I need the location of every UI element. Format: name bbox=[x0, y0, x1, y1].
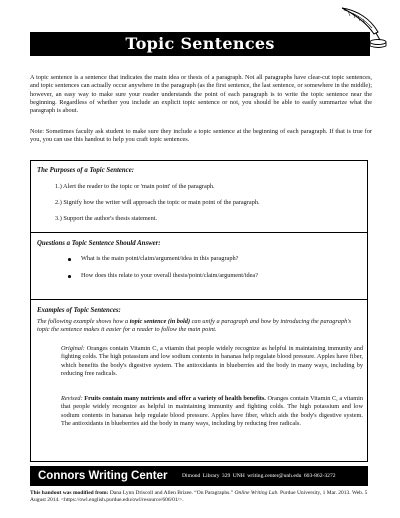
intro-paragraph: A topic sentence is a sentence that indicates the main idea or thesis of a paragraph. Not all paragraphs have clear-cut topic sentences, and topic sentences can actually occur anywhere in the paragraph (as the first sentence, the last sentence, or somewhere in the middle); however, an easy way to make sure your reader understands the point of each paragraph is to write the topic sentence near the beginning. Regardless of whether you include an explicit topic sentence or not, you should be able to easily summarize what the paragraph is about. bbox=[30, 74, 372, 115]
section-divider bbox=[31, 232, 367, 233]
question-item-1: What is the main point/claim/argument/idea in this paragraph? bbox=[81, 255, 239, 262]
examples-intro: The following example shows how a topic sentence (in bold) can unify a paragraph and how by introducing the paragraph's topic the sentence makes it easier for a reader to follow the main point. bbox=[37, 318, 352, 334]
revised-example: Revised: Fruits contain many nutrients and offer a variety of health benefits. Oranges contain Vitamin C, a vitamin that people widely recognize as helpful in maintaining immunity and fighting colds. The high potassium and low sodium contents in bananas help regulate blood pressure. Apples have fiber, which aids the body's digestive system. The antioxidants in blueberries aid the body in many ways, including by reducing free radicals. bbox=[61, 395, 363, 428]
citation: This handout was modified from: Dana Lynn Driscoll and Allen Brizee. “On Paragraphs.” Online Writing Lab. Purdue University, 1 Mar. 2013. Web. 5 August 2014. <https://owl.english.purdue.edu/owl/resource/606/01/>. bbox=[30, 490, 368, 503]
purpose-item-2: 2.) Signify how the writer will approach the topic or main point of the paragraph. bbox=[55, 199, 260, 206]
examples-heading: Examples of Topic Sentences: bbox=[37, 307, 121, 314]
questions-heading: Questions a Topic Sentence Should Answer: bbox=[37, 240, 161, 247]
section-divider bbox=[31, 299, 367, 300]
bullet-icon bbox=[68, 275, 71, 278]
purposes-heading: The Purposes of a Topic Sentence: bbox=[37, 167, 134, 174]
note-paragraph: Note: Sometimes faculty ask student to make sure they include a topic sentence at the beginning of each paragraph. If that is true for you, you can use this handout to help you craft topic sentences. bbox=[30, 128, 372, 144]
bullet-icon bbox=[68, 258, 71, 261]
writing-center-name: Connors Writing Center bbox=[38, 470, 168, 482]
purpose-item-1: 1.) Alert the reader to the topic or 'main point' of the paragraph. bbox=[55, 183, 215, 190]
question-item-2: How does this relate to your overall thesis/point/claim/argument/idea? bbox=[81, 272, 259, 279]
original-example: Original: Oranges contain Vitamin C, a vitamin that people widely recognize as helpful in maintaining immunity and fighting colds. The high potassium and low sodium contents in bananas help regulate blood pressure. Apples have fiber, which benefits the body's digestive system. The antioxidants in blueberries aid the body in many ways, including by reducing free radicals. bbox=[61, 345, 363, 378]
page-title: Topic Sentences bbox=[30, 32, 370, 56]
content-box bbox=[30, 160, 368, 462]
writing-center-contact: Dimond Library 329 UNH writing.center@unh.edu 603-862-3272 bbox=[182, 473, 336, 479]
footer-bar bbox=[30, 466, 368, 486]
purpose-item-3: 3.) Support the author's thesis statement. bbox=[55, 215, 158, 222]
